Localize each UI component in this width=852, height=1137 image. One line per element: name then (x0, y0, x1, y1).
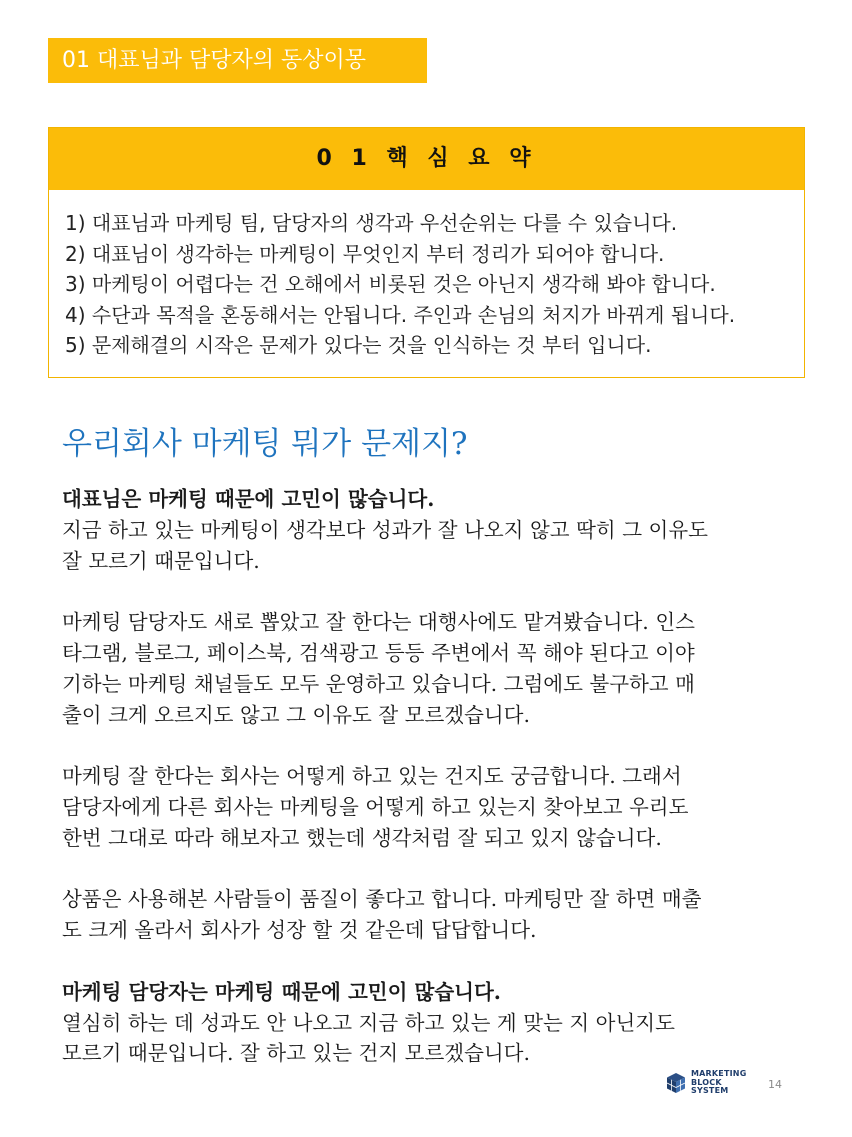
section-title: 우리회사 마케팅 뭐가 문제지? (62, 426, 468, 462)
paragraph (62, 884, 802, 946)
paragraph (62, 484, 802, 576)
paragraph-line: 마케팅 잘 한다는 회사는 어떻게 하고 있는 건지도 궁금합니다. 그래서 (62, 764, 682, 789)
logo-text (691, 1070, 746, 1096)
paragraph (62, 761, 802, 853)
body-text (62, 484, 802, 1069)
paragraph-line: 마케팅 담당자도 새로 뽑았고 잘 한다는 대행사에도 맡겨봤습니다. 인스 (62, 610, 695, 635)
paragraph-line: 담당자에게 다른 회사는 마케팅을 어떻게 하고 있는지 찾아보고 우리도 (62, 794, 689, 819)
summary-item: 3) 마케팅이 어렵다는 건 오해에서 비롯된 것은 아닌지 생각해 봐야 합니다. (65, 272, 716, 296)
summary-item: 5) 문제해결의 시작은 문제가 있다는 것을 인식하는 것 부터 입니다. (65, 333, 652, 357)
paragraph-lead: 마케팅 담당자는 마케팅 때문에 고민이 많습니다. (62, 979, 501, 1004)
paragraph-line: 출이 크게 오르지도 않고 그 이유도 잘 모르겠습니다. (62, 702, 530, 727)
summary-title: 0 1 핵 심 요 약 (49, 128, 804, 190)
paragraph-lead: 대표님은 마케팅 때문에 고민이 많습니다. (62, 487, 435, 511)
logo-line: MARKETING (691, 1069, 747, 1078)
summary-item: 4) 수단과 목적을 혼동해서는 안됩니다. 주인과 손님의 처지가 바뀌게 됩니다. (65, 302, 736, 327)
paragraph (62, 977, 802, 1069)
paragraph-line: 한번 그대로 따라 해보자고 했는데 생각처럼 잘 되고 있지 않습니다. (62, 825, 662, 850)
paragraph-line: 상품은 사용해본 사람들이 품질이 좋다고 합니다. 마케팅만 잘 하면 매출 (62, 887, 702, 912)
paragraph-line: 기하는 마케팅 채널들도 모두 운영하고 있습니다. 그럼에도 불구하고 매 (62, 671, 695, 696)
paragraph-line: 도 크게 올라서 회사가 성장 할 것 같은데 답답합니다. (62, 918, 537, 943)
summary-box (48, 127, 805, 378)
chapter-tag: 01 대표님과 담당자의 동상이몽 (48, 38, 427, 83)
paragraph-line: 모르기 때문입니다. 잘 하고 있는 건지 모르겠습니다. (62, 1041, 530, 1066)
brand-logo (665, 1070, 746, 1096)
paragraph-line: 잘 모르기 때문입니다. (62, 548, 260, 573)
summary-item: 1) 대표님과 마케팅 팀, 담당자의 생각과 우선순위는 다를 수 있습니다. (65, 211, 678, 235)
page-number: 14 (768, 1078, 782, 1091)
logo-line: BLOCK (691, 1077, 722, 1087)
summary-list (49, 190, 804, 361)
paragraph (62, 607, 802, 730)
paragraph-line: 타그램, 블로그, 페이스북, 검색광고 등등 주변에서 꼭 해야 된다고 이야 (62, 640, 695, 665)
logo-line: SYSTEM (691, 1086, 729, 1095)
paragraph-line: 지금 하고 있는 마케팅이 생각보다 성과가 잘 나오지 않고 딱히 그 이유도 (62, 517, 708, 542)
cube-stack-icon (665, 1072, 687, 1094)
paragraph-line: 열심히 하는 데 성과도 안 나오고 지금 하고 있는 게 맞는 지 아닌지도 (62, 1010, 675, 1035)
summary-item: 2) 대표님이 생각하는 마케팅이 무엇인지 부터 정리가 되어야 합니다. (65, 241, 665, 266)
